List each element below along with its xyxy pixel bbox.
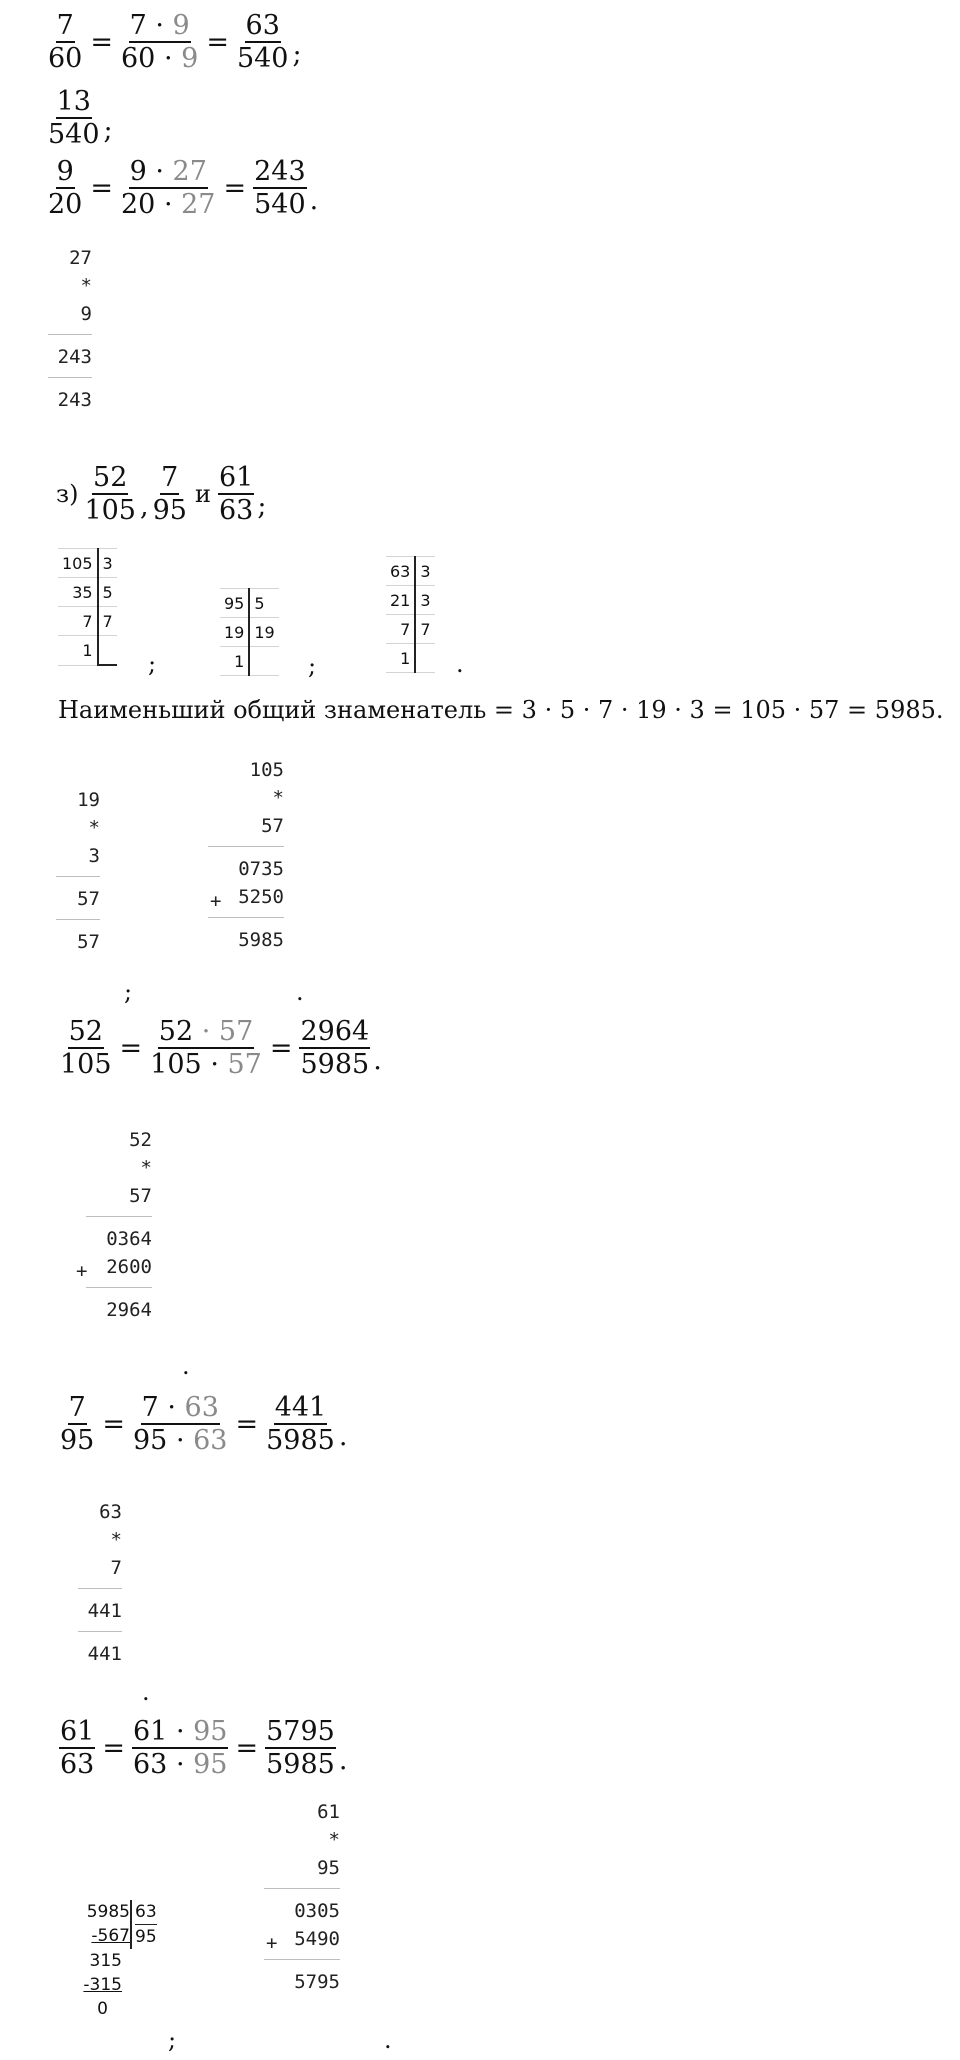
equation-7-95: $\frac{7}{95}$ = $\frac{7 \cdot 63}{95 \cdot 63}$ = $\frac{441}{5985}$ . [60,1392,348,1456]
equals-sign: = [235,1408,259,1440]
multiplication-63x7: 63 * 7 441 441 [78,1498,122,1668]
fraction: $\frac{52}{105}$ [60,1016,112,1080]
equals-sign: = [102,1732,125,1764]
equation-7-60: $\frac{7}{60}$ = $\frac{7 \cdot 9}{60 \cdot 9}$ = $\frac{63}{540}$ ; [48,10,302,74]
fraction: $\frac{52}{105}$ [84,462,136,526]
factorization-105: 105 3 35 5 7 7 1 [58,548,117,666]
equals-sign: = [269,1032,293,1064]
equals-sign: = [206,26,229,58]
equals-sign: = [119,1032,143,1064]
task-z-fractions: з) $\frac{52}{105}$ , $\frac{7}{95}$ и $\frac{61}{63}$ ; [56,462,267,526]
fraction: $\frac{61}{63}$ [60,1716,95,1780]
fraction: $\frac{9}{20}$ [48,156,83,220]
equals-sign: = [223,172,247,204]
fraction: $\frac{7 \cdot 63}{95 \cdot 63}$ [132,1392,228,1456]
fraction: $\frac{61 \cdot 95}{63 \cdot 95}$ [132,1716,228,1780]
fraction: $\frac{63}{540}$ [236,10,289,74]
equation-61-63: $\frac{61}{63}$ = $\frac{61 \cdot 95}{63 \cdot 95}$ = $\frac{5795}{5985}$ . [60,1716,348,1780]
factorization-63: 63 3 21 3 7 7 1 [386,556,435,673]
fraction: $\frac{61}{63}$ [218,462,254,526]
multiplication-52x57: 52 * 57 0364 2600 2964 [86,1126,152,1324]
equals-sign: = [90,172,113,204]
equation-52-105: $\frac{52}{105}$ = $\frac{52 \cdot 57}{105 \cdot 57}$ = $\frac{2964}{5985}$ . [60,1016,382,1080]
equation-9-20: $\frac{9}{20}$ = $\frac{9 \cdot 27}{20 \cdot 27}$ = $\frac{243}{540}$ . [48,156,319,220]
fraction: $\frac{9 \cdot 27}{20 \cdot 27}$ [120,156,216,220]
fraction: $\frac{7}{95}$ [60,1392,95,1456]
multiplication-27x9: 27 * 9 243 243 [48,244,92,414]
fraction: $\frac{7}{60}$ [48,10,83,74]
lcd-sentence: Наименьший общий знаменатель = 3 · 5 · 7 · 19 · 3 = 105 · 57 = 5985. [58,696,944,724]
multiplication-19x3: 19 * 3 57 57 [56,786,100,956]
fraction-13-540: $\frac{13}{540}$ ; [48,86,113,150]
equals-sign: = [90,26,113,58]
fraction: $\frac{7}{95}$ [152,462,187,526]
equals-sign: = [235,1732,259,1764]
fraction: $\frac{2964}{5985}$ [300,1016,370,1080]
fraction: $\frac{13}{540}$ [48,86,100,150]
fraction: $\frac{52 \cdot 57}{105 \cdot 57}$ [150,1016,262,1080]
fraction: $\frac{243}{540}$ [254,156,306,220]
fraction: $\frac{5795}{5985}$ [266,1716,335,1780]
equals-sign: = [102,1408,125,1440]
multiplication-61x95: 61 * 95 0305 5490 5795 [264,1798,340,1996]
fraction: $\frac{441}{5985}$ [266,1392,335,1456]
fraction: $\frac{7 \cdot 9}{60 \cdot 9}$ [120,10,199,74]
multiplication-105x57: 105 * 57 0735 5250 5985 [208,756,284,954]
factorization-95: 95 5 19 19 1 [220,588,279,676]
task-label: з) [56,480,79,508]
long-division-5985-63: 5985 -567 63 95 315 -315 0 [83,1902,157,2019]
